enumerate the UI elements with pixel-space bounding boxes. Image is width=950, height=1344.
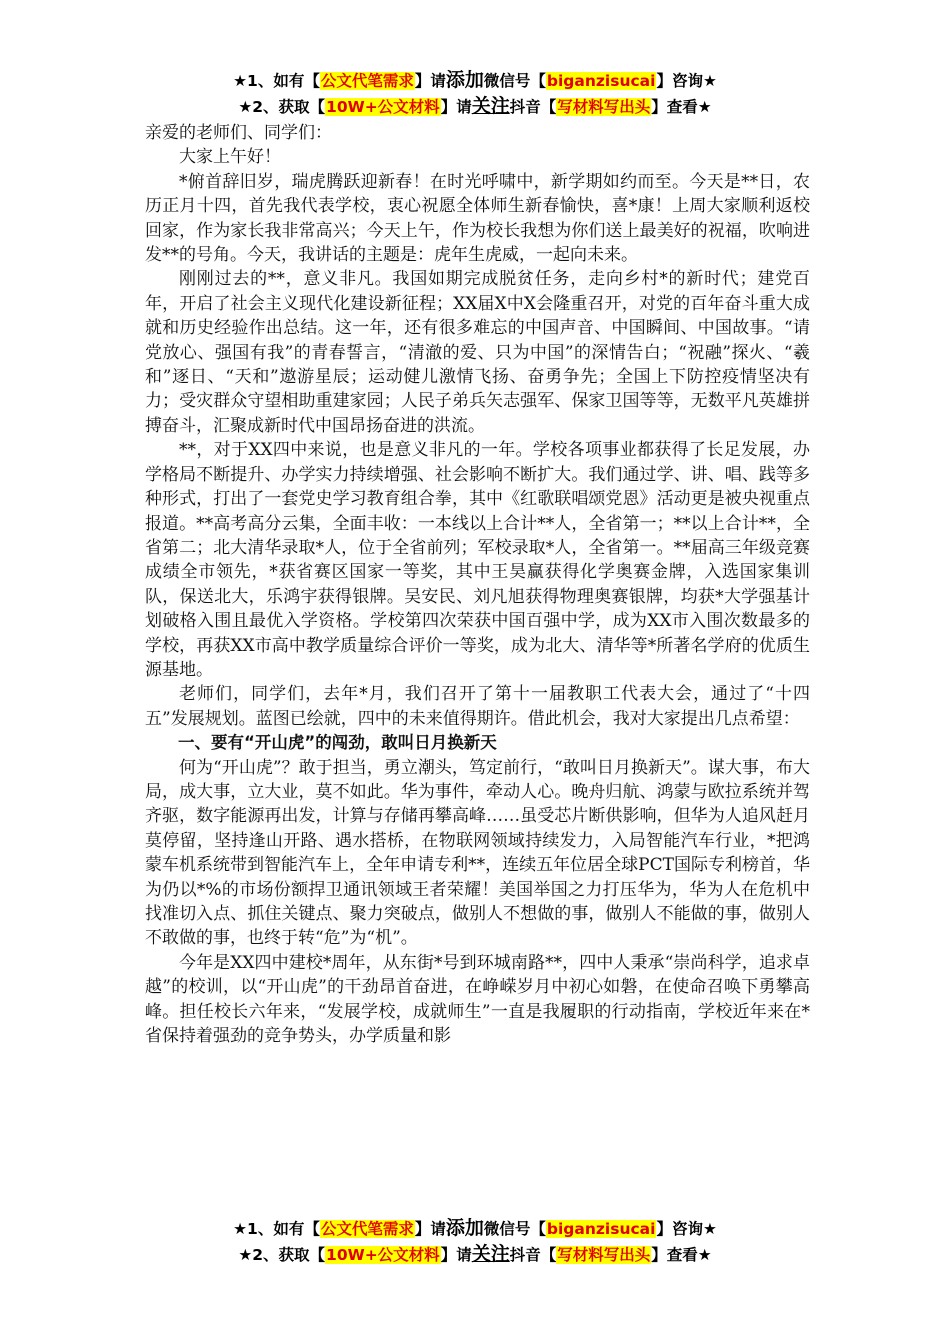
footer-banner (0, 1216, 950, 1268)
star-icon: ★ (233, 1220, 248, 1238)
banner-line-1: ★1、如有【公文代笔需求】请添加微信号【biganzisucai】咨询★ (233, 69, 717, 91)
highlight-wechat-id: biganzisucai (546, 1220, 656, 1238)
paragraph: 今年是XX四中建校*周年，从东街*号到环城南路**，四中人秉承“崇尚科学，追求卓越”的校训，以“开山虎”的干劲昂首奋进，在峥嵘岁月中初心如磐，在使命召唤下勇攀高峰。担任校长六年来，“发展学校，成就师生”一直是我履职的行动指南，学校近年来在*省保持着强劲的竞争势头，办学质量和影 (145, 952, 810, 1047)
highlight-douyin-account: 写材料写出头 (557, 1246, 651, 1264)
star-icon: ★ (238, 1246, 253, 1264)
highlight-materials: 10W+公文材料 (326, 98, 440, 116)
paragraph: 刚刚过去的**，意义非凡。我国如期完成脱贫任务，走向乡村*的新时代；建党百年，开启了社会主义现代化建设新征程；XX届X中X会隆重召开，对党的百年奋斗重大成就和历史经验作出总结。这一年，还有很多难忘的中国声音、中国瞬间、中国故事。“请党放心、强国有我”的青春誓言，“清澈的爱、只为中国”的深情告白；“祝融”探火、“羲和”逐日、“天和”遨游星辰；运动健儿激情飞扬、奋勇争先；全国上下防控疫情坚决有力；受灾群众守望相助重建家园；人民子弟兵矢志强军、保家卫国等等，无数平凡英雄拼搏奋斗，汇聚成新时代中国昂扬奋进的洪流。 (145, 269, 810, 436)
star-icon: ★ (233, 72, 248, 90)
banner-line-2: ★2、获取【10W+公文材料】请关注抖音【写材料写出头】查看★ (238, 1243, 712, 1265)
document-body (145, 121, 810, 1048)
section-heading: 一、要有“开山虎”的闯劲，敢叫日月换新天 (178, 733, 497, 753)
paragraph: *俯首辞旧岁，瑞虎腾跃迎新春！在时光呼啸中，新学期如约而至。今天是**日，农历正月十四，首先我代表学校，衷心祝愿全体师生新春愉快，喜*康！上周大家顺利返校回家，作为家长我非常高兴；今天上午，作为校长我想为你们送上最美好的祝福，吹响进发**的号角。今天，我讲话的主题是：虎年生虎威，一起向未来。 (145, 171, 810, 266)
paragraph: **，对于XX四中来说，也是意义非凡的一年。学校各项事业都获得了长足发展，办学格局不断提升、办学实力持续增强、社会影响不断扩大。我们通过学、讲、唱、践等多种形式，打出了一套党史学习教育组合拳，其中《红歌联唱颂党恩》活动更是被央视重点报道。**高考高分云集，全面丰收：一本线以上合计**人，全省第一；**以上合计**，全省第二；北大清华录取*人，位于全省前列；军校录取*人，全省第一。**届高三年级竞赛成绩全市领先，*获省赛区国家一等奖，其中王昊赢获得化学奥赛金牌，入选国家集训队，保送北大，乐鸿宇获得银牌。吴安民、刘凡旭获得物理奥赛银牌，均获*大学强基计划破格入围且最优入学资格。学校第四次荣获中国百强中学，成为XX市入围次数最多的学校，再获XX市高中教学质量综合评价一等奖，成为北大、清华等*所著名学府的优质生源基地。 (145, 440, 810, 680)
paragraph: 老师们，同学们，去年*月，我们召开了第十一届教职工代表大会，通过了“十四五”发展规划。蓝图已绘就，四中的未来值得期许。借此机会，我对大家提出几点希望： (145, 684, 810, 729)
highlight-wechat-id: biganzisucai (546, 72, 656, 90)
salutation: 亲爱的老师们、同学们： (145, 123, 332, 143)
header-banner (0, 68, 950, 120)
highlight-ghostwriting: 公文代笔需求 (320, 72, 414, 90)
banner-line-1: ★1、如有【公文代笔需求】请添加微信号【biganzisucai】咨询★ (233, 1217, 717, 1239)
banner-line-2: ★2、获取【10W+公文材料】请关注抖音【写材料写出头】查看★ (238, 95, 712, 117)
greeting: 大家上午好！ (179, 147, 281, 168)
paragraph: 何为“开山虎”？敢于担当，勇立潮头，笃定前行，“敢叫日月换新天”。谋大事，布大局，成大事，立大业，莫不如此。华为事件，牵动人心。晚舟归航、鸿蒙与欧拉系统并驾齐驱，数字能源再出发，计算与存储再攀高峰……虽受芯片断供影响，但华为人追风赶月莫停留，坚持逢山开路、遇水搭桥，在物联网领域持续发力，入局智能汽车行业，*把鸿蒙车机系统带到智能汽车上，全年申请专利**，连续五年位居全球PCT国际专利榜首，华为仍以*%的市场份额捍卫通讯领域王者荣耀！美国举国之力打压华为，华为人在危机中找准切入点、抓住关键点、聚力突破点，做别人不想做的事，做别人不能做的事，做别人不敢做的事，也终于转“危”为“机”。 (145, 757, 810, 949)
highlight-ghostwriting: 公文代笔需求 (320, 1220, 414, 1238)
star-icon: ★ (238, 98, 253, 116)
highlight-materials: 10W+公文材料 (326, 1246, 440, 1264)
highlight-douyin-account: 写材料写出头 (557, 98, 651, 116)
